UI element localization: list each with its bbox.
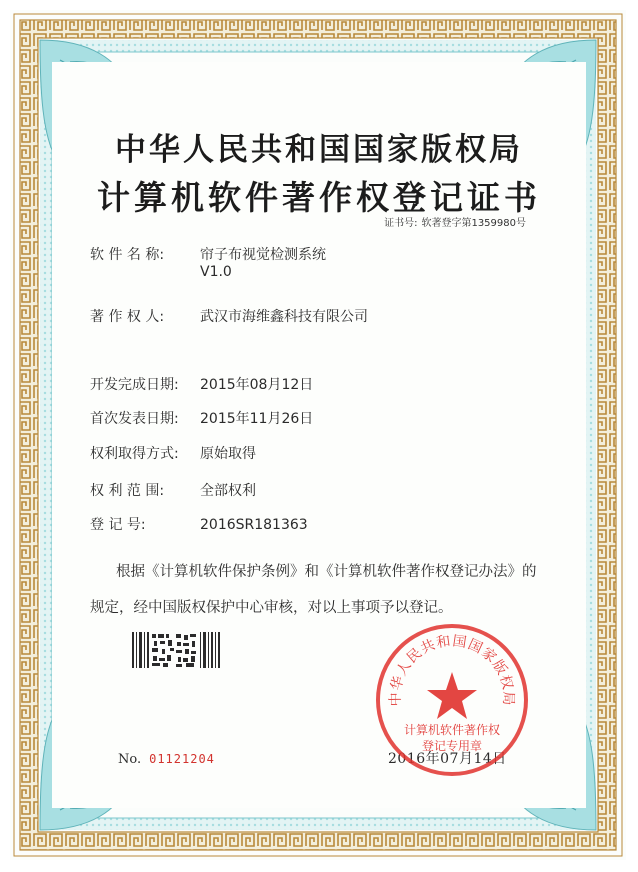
official-seal <box>372 620 532 780</box>
field-pub-date <box>90 408 313 428</box>
star-icon <box>427 672 477 719</box>
field-software-name <box>90 244 326 280</box>
field-value: 武汉市海维鑫科技有限公司 <box>200 309 368 325</box>
field-scope <box>90 480 256 500</box>
field-value: 2016SR181363 <box>200 517 308 533</box>
field-label: 首次发表日期: <box>90 411 179 427</box>
barcode <box>132 632 220 668</box>
field-value: 2015年08月12日 <box>200 377 314 393</box>
field-value: 全部权利 <box>200 483 256 499</box>
field-label: 开发完成日期: <box>90 377 179 393</box>
statement-line-2: 规定，经中国版权保护中心审核，对以上事项予以登记。 <box>90 600 453 616</box>
field-dev-date <box>90 374 313 394</box>
field-owner <box>90 306 368 326</box>
field-label: 软 件 名 称: <box>90 247 165 263</box>
seal-inner-line-2: 登记专用章 <box>421 739 483 753</box>
statement-line-1: 根据《计算机软件保护条例》和《计算机软件著作权登记办法》的 <box>116 564 537 580</box>
field-label: 著 作 权 人: <box>90 309 165 325</box>
field-registration-number <box>90 514 308 534</box>
software-version: V1.0 <box>200 264 232 280</box>
seal-inner-line-1: 计算机软件著作权 <box>403 723 501 737</box>
certificate-title: 计算机软件著作权登记证书 <box>97 178 541 217</box>
issuer-title: 中华人民共和国国家版权局 <box>115 132 523 168</box>
field-value: 帘子布视觉检测系统 <box>200 247 326 263</box>
field-value: 原始取得 <box>200 446 256 462</box>
field-label: 登 记 号: <box>90 517 146 533</box>
seal-outer-text: 中华人民共和国国家版权局 <box>387 633 517 707</box>
field-label: 权利取得方式: <box>90 446 179 462</box>
serial-value: 01121204 <box>149 752 215 766</box>
field-acquire-method <box>90 443 256 463</box>
issue-date: 2016年07月14日 <box>388 751 507 767</box>
field-value: 2015年11月26日 <box>200 411 314 427</box>
certificate-number-label: 证书号: <box>384 218 418 229</box>
serial-number <box>118 752 215 767</box>
field-label: 权 利 范 围: <box>90 483 165 499</box>
certificate-number-value: 软著登字第1359980号 <box>421 218 526 229</box>
serial-label: No. <box>118 752 142 767</box>
certificate-number <box>380 214 526 229</box>
